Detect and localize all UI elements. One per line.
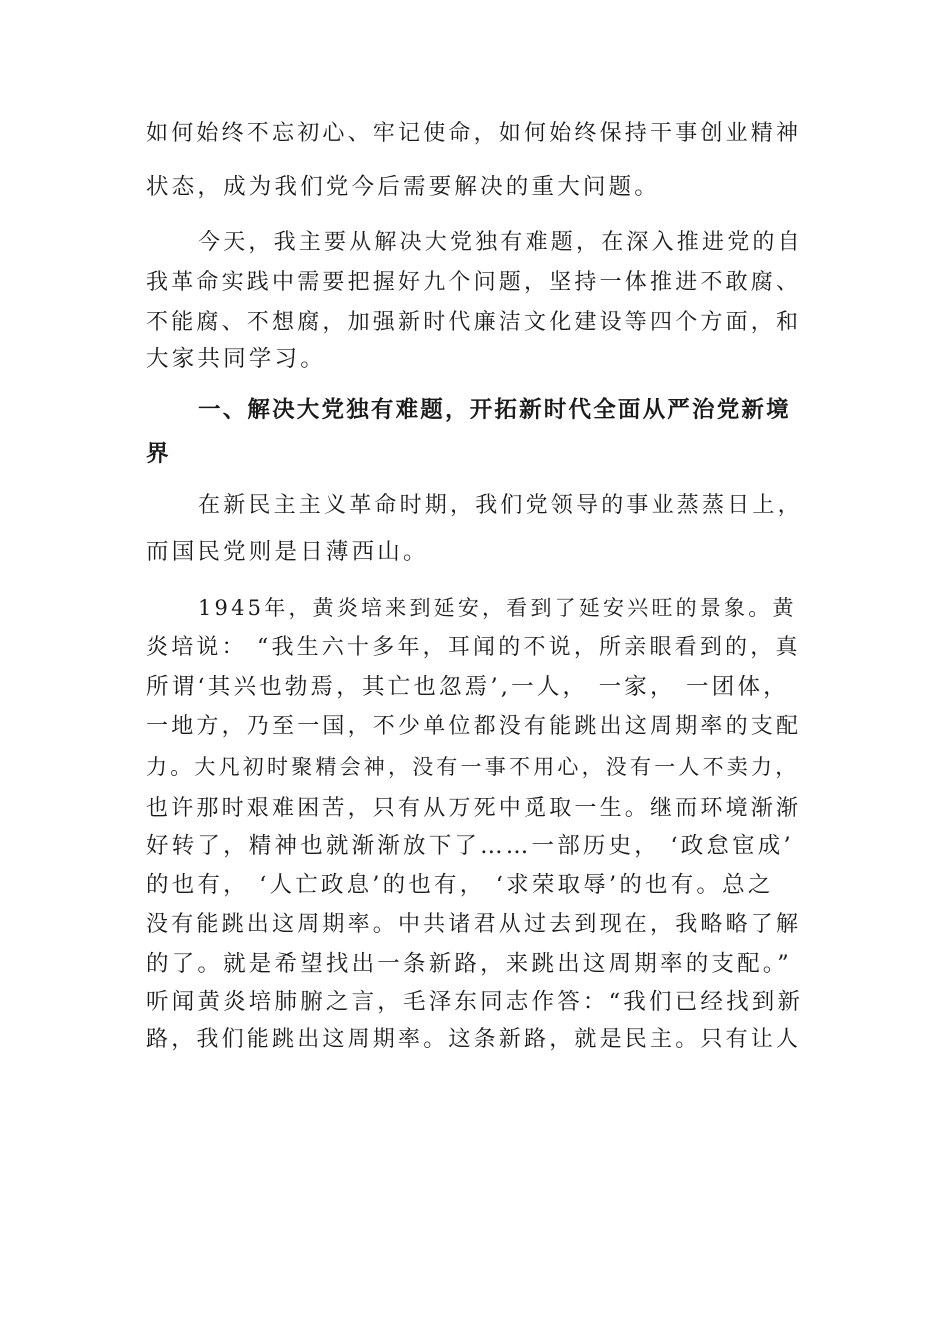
heading-line: 一、解决大党独有难题，开拓新时代全面从严治党新境 — [198, 397, 791, 423]
text-line: 的了。就是希望找出一条新路，来跳出这周期率的支配。” — [146, 951, 792, 977]
text-line: 不能腐、不想腐，加强新时代廉洁文化建设等四个方面，和 — [146, 310, 802, 335]
text-line: 听闻黄炎培肺腑之言，毛泽东同志作答：“我们已经找到新 — [146, 989, 804, 1015]
text-line: 如何始终不忘初心、牢记使命，如何始终保持干事创业精神 — [146, 121, 802, 146]
text-line: 大家共同学习。 — [146, 346, 326, 372]
text-line: 的也有， ‘人亡政息’的也有， ‘求荣取辱’的也有。总之 — [146, 872, 774, 898]
heading-line: 界 — [146, 441, 171, 467]
text-line: 力。大凡初时聚精会神，没有一事不用心，没有一人不卖力， — [146, 755, 800, 779]
text-line: 所谓‘其兴也勃焉，其亡也忽焉’,一人， 一家， 一团体， — [146, 674, 789, 700]
text-line: 状态，成为我们党今后需要解决的重大问题。 — [146, 174, 661, 200]
text-line: 今天，我主要从解决大党独有难题，在深入推进党的自 — [198, 230, 803, 255]
text-line: 我革命实践中需要把握好九个问题，坚持一体推进不敢腐、 — [146, 270, 802, 295]
text-line: 在新民主主义革命时期，我们党领导的事业蒸蒸日上， — [198, 493, 803, 518]
text-line: 1945年，黄炎培来到延安，看到了延安兴旺的景象。黄 — [198, 596, 797, 620]
text-line: 而国民党则是日薄西山。 — [146, 539, 429, 565]
text-line: 一地方，乃至一国，不少单位都没有能跳出这周期率的支配 — [146, 714, 802, 739]
text-line: 没有能跳出这周期率。中共诸君从过去到现在，我略略了解 — [146, 912, 802, 937]
text-line: 路，我们能跳出这周期率。这条新路，就是民主。只有让人 — [146, 1027, 802, 1052]
text-line: 好转了，精神也就渐渐放下了……一部历史， ‘政怠宦成’ — [146, 833, 794, 859]
text-line: 炎培说： “我生六十多年，耳闻的不说，所亲眼看到的，真 — [146, 635, 801, 660]
text-line: 也许那时艰难困苦，只有从万死中觅取一生。继而环境渐渐 — [146, 796, 802, 821]
